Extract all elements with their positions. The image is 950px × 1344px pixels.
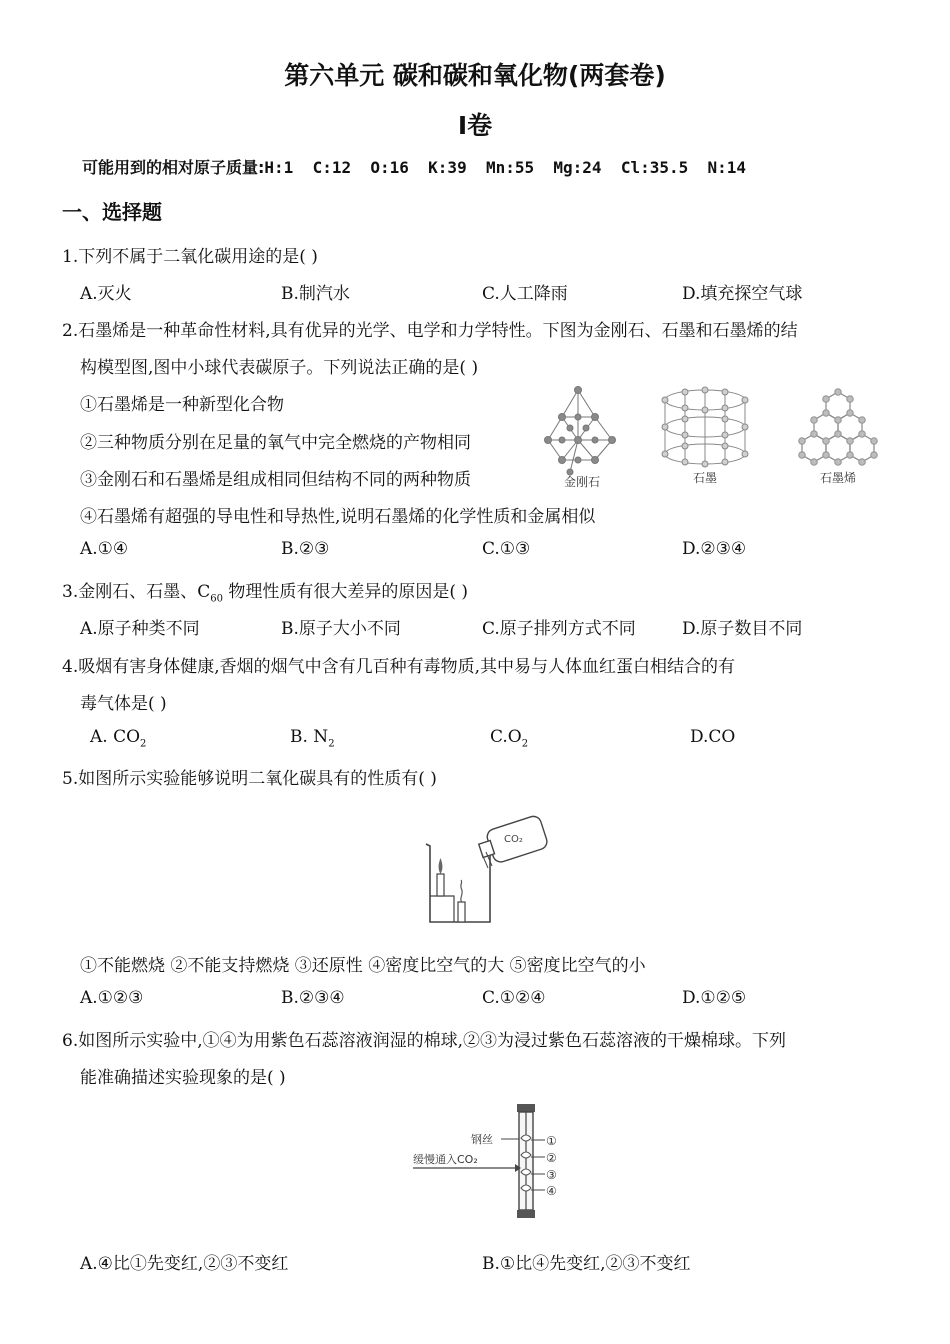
section-title: 一、选择题 xyxy=(62,200,162,224)
graphene-structure-diagram xyxy=(799,389,877,465)
q4-option-a-sub: 2 xyxy=(140,738,147,750)
co2-bottle-label: CO₂ xyxy=(504,834,523,845)
paper-subtitle: Ⅰ卷 xyxy=(457,111,493,140)
q4-option-b[interactable] xyxy=(290,727,335,749)
q1-option-a[interactable]: A.灭火 xyxy=(80,284,132,304)
q5-statements: ①不能燃烧 ②不能支持燃烧 ③还原性 ④密度比空气的大 ⑤密度比空气的小 xyxy=(80,956,646,976)
q3-option-a[interactable]: A.原子种类不同 xyxy=(80,619,200,639)
q4-option-a-text: A. CO xyxy=(90,727,141,747)
ball-label-2: ② xyxy=(546,1151,557,1165)
q5-option-d[interactable]: D.①②⑤ xyxy=(682,988,747,1008)
q3-stem-pre: 3.金刚石、石墨、C xyxy=(62,582,211,602)
q6-stem-line2: 能准确描述实验现象的是( ) xyxy=(80,1068,286,1088)
flame-icon xyxy=(439,858,443,874)
q4-option-d-text: D.CO xyxy=(690,727,736,747)
q2-statement-3: ③金刚石和石墨烯是组成相同但结构不同的两种物质 xyxy=(80,470,471,490)
q4-option-c-text: C.O xyxy=(490,727,522,747)
atomic-mass-label: 可能用到的相对原子质量: xyxy=(82,158,265,177)
q2-option-d[interactable]: D.②③④ xyxy=(682,539,747,559)
q3-option-c[interactable]: C.原子排列方式不同 xyxy=(482,619,636,639)
q5-option-a[interactable]: A.①②③ xyxy=(80,988,144,1008)
ball-label-4: ④ xyxy=(546,1184,557,1198)
co2-candle-beaker-figure xyxy=(418,810,568,932)
q6-option-a[interactable]: A.④比①先变红,②③不变红 xyxy=(80,1254,289,1274)
co2-tube-figure xyxy=(405,1100,575,1226)
q4-option-b-sub: 2 xyxy=(328,738,335,750)
q2-option-c[interactable]: C.①③ xyxy=(482,539,531,559)
page-title: 第六单元 碳和碳和氧化物(两套卷) xyxy=(284,61,666,90)
q2-statement-2: ②三种物质分别在足量的氧气中完全燃烧的产物相同 xyxy=(80,433,471,453)
q2-stem-line1: 2.石墨烯是一种革命性材料,具有优异的光学、电学和力学特性。下图为金刚石、石墨和石墨烯的结 xyxy=(62,321,798,341)
q5-option-c[interactable]: C.①②④ xyxy=(482,988,546,1008)
q2-statement-4: ④石墨烯有超强的导电性和导热性,说明石墨烯的化学性质和金属相似 xyxy=(80,507,596,527)
graphite-label: 石墨 xyxy=(693,471,718,485)
q4-option-b-text: B. N xyxy=(290,727,329,747)
diamond-label: 金刚石 xyxy=(564,475,601,489)
q3-option-b[interactable]: B.原子大小不同 xyxy=(281,619,401,639)
q4-option-d[interactable] xyxy=(690,727,735,747)
inlet-label: 缓慢通入CO₂ xyxy=(413,1153,478,1166)
carbon-structures-figure xyxy=(540,382,880,494)
q1-stem: 1.下列不属于二氧化碳用途的是( ) xyxy=(62,247,318,267)
q4-option-c-sub: 2 xyxy=(521,738,529,750)
q2-option-b[interactable]: B.②③ xyxy=(281,539,330,559)
q6-stem-line1: 6.如图所示实验中,①④为用紫色石蕊溶液润湿的棉球,②③为浸过紫色石蕊溶液的干燥棉球。下列 xyxy=(62,1031,787,1051)
q6-option-b[interactable]: B.①比④先变红,②③不变红 xyxy=(482,1254,691,1274)
graphite-structure-diagram xyxy=(662,387,748,467)
bottom-stopper-icon xyxy=(517,1210,535,1218)
q1-option-b[interactable]: B.制汽水 xyxy=(281,284,350,304)
atomic-mass-line xyxy=(82,155,746,178)
q3-stem-sub: 60 xyxy=(210,593,223,605)
smoke-icon xyxy=(461,880,462,902)
tall-candle-icon xyxy=(437,874,444,896)
diamond-structure-diagram xyxy=(545,387,616,476)
q3-stem-post: 物理性质有很大差异的原因是( ) xyxy=(222,582,469,602)
short-candle-icon xyxy=(458,902,465,922)
ball-label-1: ① xyxy=(546,1134,557,1148)
wire-label: 钢丝 xyxy=(471,1133,493,1146)
q2-stem-line2: 构模型图,图中小球代表碳原子。下列说法正确的是( ) xyxy=(80,358,479,378)
q3-option-d[interactable]: D.原子数目不同 xyxy=(682,619,803,639)
q1-option-c[interactable]: C.人工降雨 xyxy=(482,284,568,304)
q4-option-a[interactable] xyxy=(90,727,146,749)
q2-statement-1: ①石墨烯是一种新型化合物 xyxy=(80,395,284,415)
q4-stem-line1: 4.吸烟有害身体健康,香烟的烟气中含有几百种有毒物质,其中易与人体血红蛋白相结合的有 xyxy=(62,657,736,677)
q5-stem: 5.如图所示实验能够说明二氧化碳具有的性质有( ) xyxy=(62,769,437,789)
top-stopper-icon xyxy=(517,1104,535,1112)
graphene-label: 石墨烯 xyxy=(820,471,857,485)
q5-option-b[interactable]: B.②③④ xyxy=(281,988,345,1008)
ball-label-3: ③ xyxy=(546,1168,557,1182)
q4-stem-line2: 毒气体是( ) xyxy=(80,694,167,714)
atomic-mass-values: H:1 C:12 O:16 K:39 Mn:55 Mg:24 Cl:35.5 N:14 xyxy=(264,158,747,177)
q2-option-a[interactable]: A.①④ xyxy=(80,539,129,559)
q4-option-c[interactable] xyxy=(490,727,528,749)
q3-stem xyxy=(62,577,468,604)
q1-option-d[interactable]: D.填充探空气球 xyxy=(682,284,803,304)
